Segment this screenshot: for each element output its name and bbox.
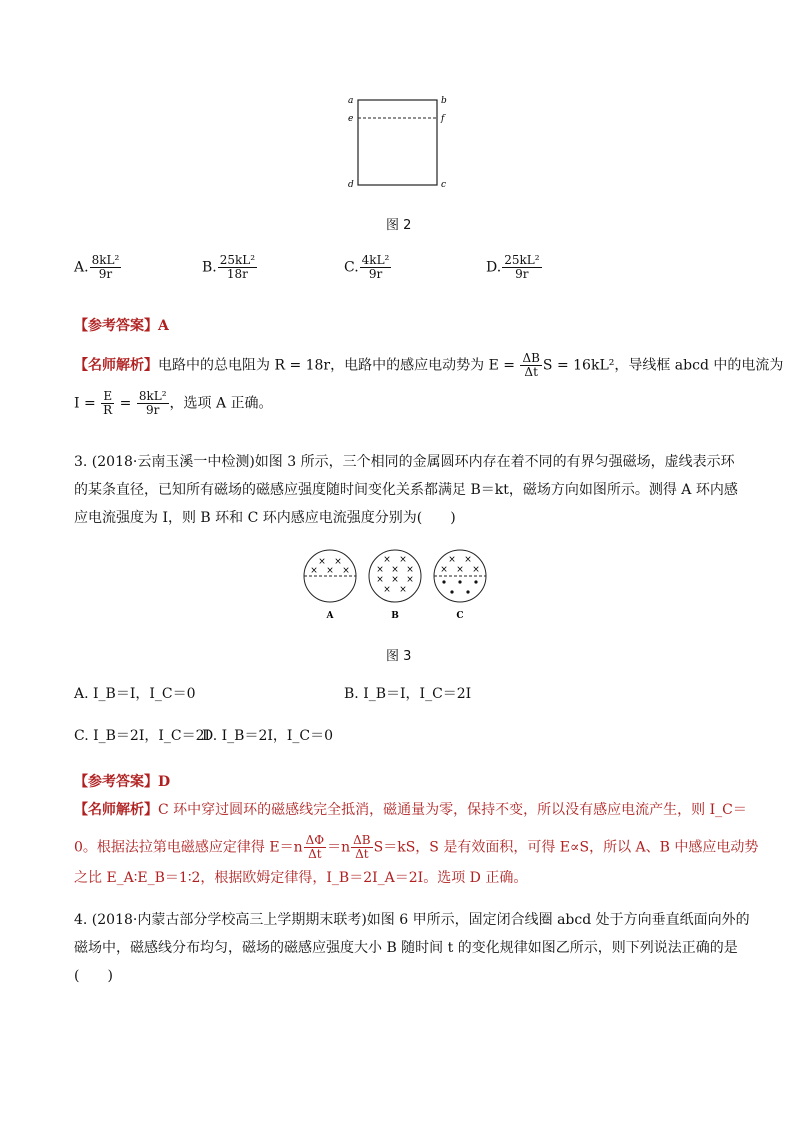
svg-text:×: × — [376, 565, 384, 575]
q2-option-a[interactable]: A. $\frac{\text{8kL²}}{9r}$ — [74, 253, 120, 281]
q3-stem-line2: 的某条直径，已知所有磁场的磁感应强度随时间变化关系都满足 B＝kt，磁场方向如图所示。测得 A 环内感 — [74, 482, 738, 498]
figure-2-frame — [340, 90, 460, 195]
q2-analysis-line2: I = $\frac{E}{R}$ = $\frac{\text{8kL²}}{9r}$ ，选项 A 正确。 — [74, 389, 273, 417]
q3-answer: 【参考答案】D — [74, 774, 171, 790]
svg-text:×: × — [406, 575, 414, 585]
svg-text:×: × — [464, 555, 472, 565]
svg-text:×: × — [448, 555, 456, 565]
q2-option-b[interactable]: B. $\frac{\text{25kL²}}{18r}$ — [202, 253, 256, 281]
label-f: f — [441, 114, 445, 124]
frame-square — [358, 100, 437, 185]
svg-text:×: × — [399, 555, 407, 565]
q3-analysis-line1: 【名师解析】C 环中穿过圆环的磁感线完全抵消，磁通量为零，保持不变，所以没有感应电流产生，则 I_C＝ — [74, 802, 747, 818]
svg-text:×: × — [334, 557, 342, 567]
q3-option-d[interactable]: D. I_B＝2I，I_C＝0 — [202, 728, 334, 744]
svg-text:×: × — [376, 575, 384, 585]
q4-stem-line3: ( ) — [74, 968, 113, 984]
figure-3-caption: 图 3 — [386, 649, 412, 664]
q4-stem-line2: 磁场中，磁感线分布均匀，磁场的磁感应强度大小 B 随时间 t 的变化规律如图乙所示，则下列说法正确的是 — [74, 940, 738, 956]
q2-answer: 【参考答案】A — [74, 318, 169, 334]
q4-stem-line1: 4. (2018·内蒙古部分学校高三上学期期末联考)如图 6 甲所示，固定闭合线圈 abcd 处于方向垂直纸面向外的 — [74, 912, 750, 928]
q2-option-c[interactable]: C. $\frac{\text{4kL²}}{9r}$ — [344, 253, 390, 281]
q3-analysis-line2: 0。根据法拉第电磁感应定律得 E＝n $\frac{\Delta\Phi}{\Delta t}$ ＝n $\frac{\Delta B}{\Delta t}$ S＝kS，S 是有效面积，可得 E∝S，所以 A、B 中感应电动势 — [74, 833, 759, 861]
ring-label-b: B — [391, 611, 399, 621]
svg-text:×: × — [399, 585, 407, 595]
ring-label-a: A — [326, 611, 334, 621]
svg-text:×: × — [391, 575, 399, 585]
svg-text:×: × — [326, 566, 334, 576]
svg-text:×: × — [406, 565, 414, 575]
figure-2-caption: 图 2 — [386, 218, 412, 233]
label-c: c — [441, 180, 447, 190]
svg-text:×: × — [440, 565, 448, 575]
figure-3-rings — [300, 548, 500, 628]
svg-text:×: × — [342, 566, 350, 576]
ring-label-c: C — [456, 611, 464, 621]
q3-analysis-line3: 之比 E_A∶E_B＝1∶2，根据欧姆定律得，I_B＝2I_A＝2I。选项 D 正确。 — [74, 870, 528, 886]
ring-b — [369, 550, 421, 602]
ring-a — [304, 550, 356, 602]
q2-option-d[interactable]: D. $\frac{\text{25kL²}}{9r}$ — [486, 253, 540, 281]
q3-stem-line1: 3. (2018·云南玉溪一中检测)如图 3 所示，三个相同的金属圆环内存在着不同的有界匀强磁场，虚线表示环 — [74, 454, 735, 470]
ring-c — [434, 550, 486, 602]
svg-text:×: × — [391, 565, 399, 575]
q3-stem-line3: 应电流强度为 I，则 B 环和 C 环内感应电流强度分别为( ) — [74, 510, 456, 526]
label-b: b — [441, 96, 447, 106]
label-e: e — [348, 114, 354, 124]
label-d: d — [348, 180, 354, 190]
svg-text:×: × — [456, 565, 464, 575]
svg-text:×: × — [318, 557, 326, 567]
svg-text:×: × — [383, 555, 391, 565]
label-a: a — [348, 96, 354, 106]
q3-option-c[interactable]: C. I_B＝2I，I_C＝2I — [74, 728, 211, 744]
svg-text:×: × — [472, 565, 480, 575]
q3-option-b[interactable]: B. I_B＝I，I_C＝2I — [344, 686, 472, 702]
q3-option-a[interactable]: A. I_B＝I，I_C＝0 — [74, 686, 196, 702]
q2-analysis-line1: 【名师解析】电路中的总电阻为 R = 18r，电路中的感应电动势为 E = $\frac{\Delta B}{\Delta t}$ S = 16kL²，导线框 abcd 中的电流为 — [74, 351, 784, 379]
svg-text:×: × — [310, 566, 318, 576]
svg-text:×: × — [383, 585, 391, 595]
